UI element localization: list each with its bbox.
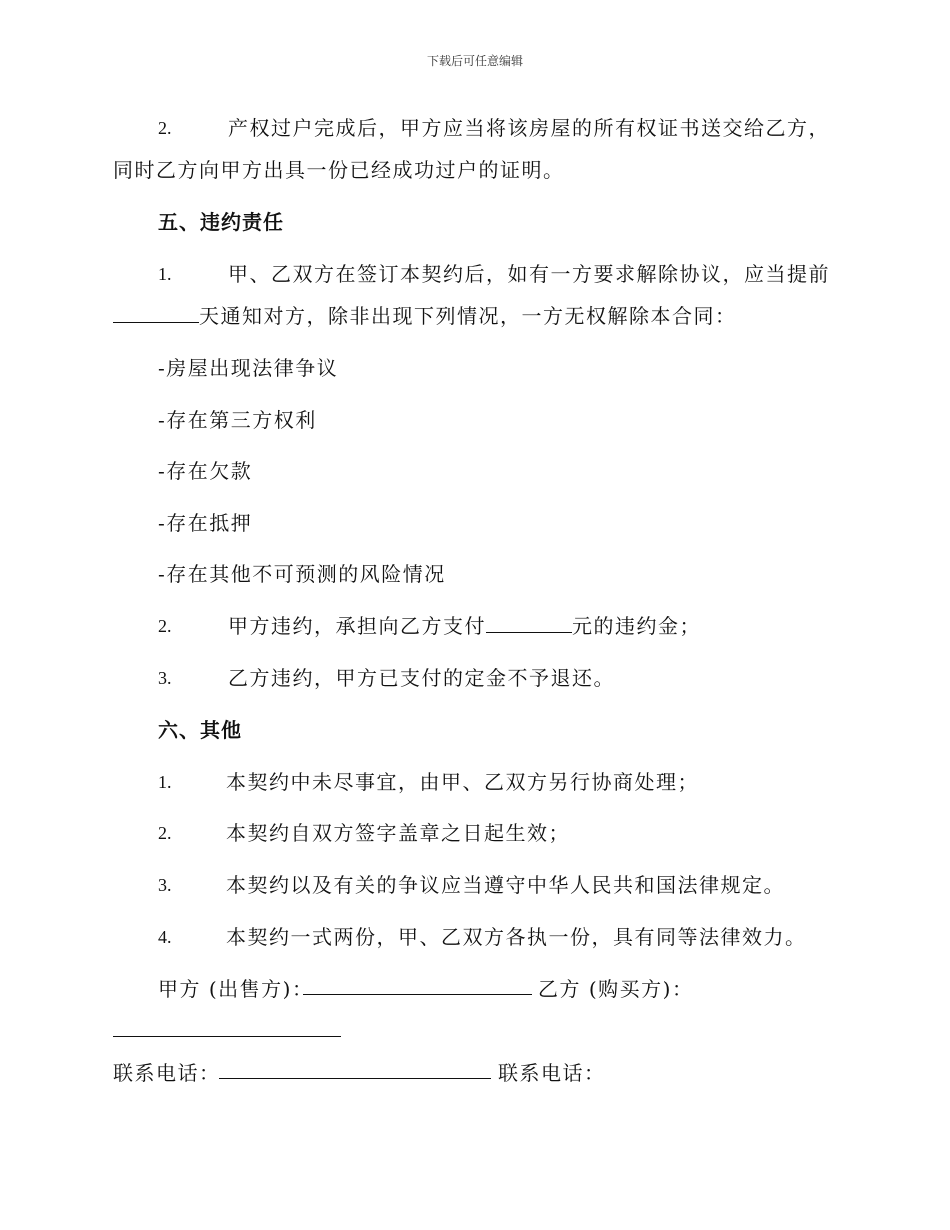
clause-text: 本契约一式两份，甲、乙双方各执一份，具有同等法律效力。: [226, 925, 807, 949]
clause-text: 本契约以及有关的争议应当遵守中华人民共和国法律规定。: [226, 873, 785, 897]
clause-number: 3.: [158, 668, 172, 688]
party-a-signature-line[interactable]: [303, 994, 532, 995]
clause-text: 同时乙方向甲方出具一份已经成功过户的证明。: [113, 158, 565, 182]
phone-b-label: 联系电话：: [498, 1061, 606, 1085]
clause-text: 本契约自双方签字盖章之日起生效；: [226, 821, 570, 845]
clause-number: 2.: [158, 616, 172, 636]
phone-a-line[interactable]: [219, 1078, 491, 1079]
page-header: 下载后可任意编辑: [426, 54, 523, 68]
party-b-label: 乙方 (购买方)：: [538, 977, 694, 1001]
clause-text: 乙方违约，甲方已支付的定金不予退还。: [228, 666, 615, 690]
condition-text: -存在抵押: [158, 511, 253, 535]
condition-text: -存在欠款: [158, 459, 253, 483]
clause-number: 2.: [158, 118, 172, 138]
clause-number: 1.: [158, 264, 172, 284]
clause-text: 甲方违约，承担向乙方支付: [228, 614, 486, 638]
clause-number: 3.: [158, 875, 172, 895]
party-b-signature-line[interactable]: [113, 1036, 341, 1037]
condition-text: -房屋出现法律争议: [158, 356, 339, 380]
clause-text: 天通知对方，除非出现下列情况，一方无权解除本合同：: [199, 304, 737, 328]
clause-text: 产权过户完成后，甲方应当将该房屋的所有权证书送交给乙方，: [228, 116, 830, 140]
condition-text: -存在第三方权利: [158, 408, 317, 432]
section-title-text: 五、违约责任: [158, 210, 284, 234]
party-a-label: 甲方 (出售方)：: [158, 977, 314, 1001]
clause-number: 2.: [158, 823, 172, 843]
clause-text: 甲、乙双方在签订本契约后，如有一方要求解除协议，应当提前: [228, 262, 830, 286]
condition-text: -存在其他不可预测的风险情况: [158, 562, 446, 586]
days-blank[interactable]: [113, 304, 199, 323]
clause-text: 元的违约金；: [572, 614, 701, 638]
phone-a-label: 联系电话：: [113, 1061, 221, 1085]
clause-text: 本契约中未尽事宜，由甲、乙双方另行协商处理；: [226, 770, 699, 794]
clause-number: 4.: [158, 927, 172, 947]
penalty-amount-blank[interactable]: [486, 614, 572, 633]
clause-number: 1.: [158, 772, 172, 792]
section-title-text: 六、其他: [158, 718, 242, 742]
